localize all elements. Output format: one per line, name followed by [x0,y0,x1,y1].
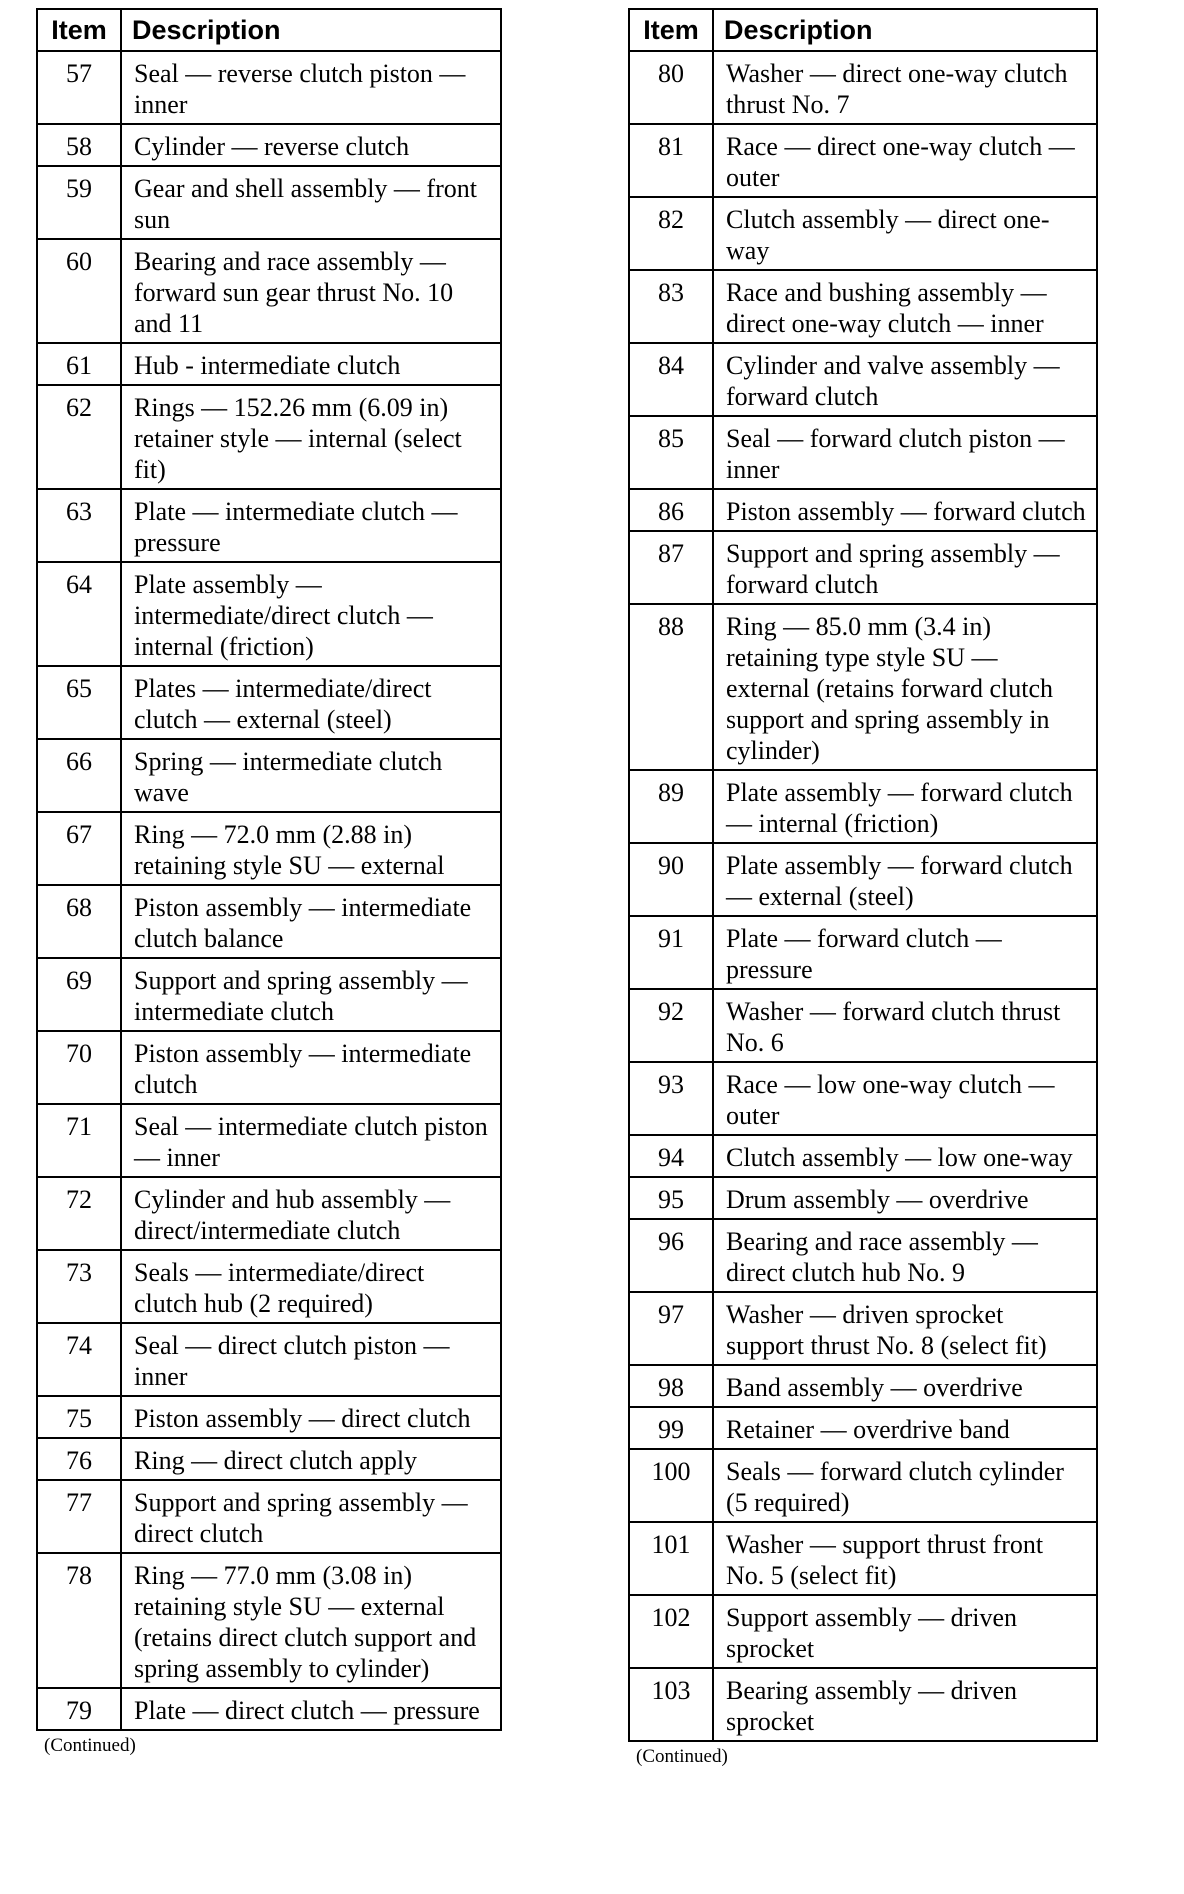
item-description: Piston assembly — forward clutch [713,489,1097,531]
table-row [629,1135,1097,1177]
item-number: 85 [629,416,713,489]
left-parts-table-section [36,0,502,1757]
left-table-body [37,51,501,1730]
item-description: Support assembly — driven sprocket [713,1595,1097,1668]
table-row [629,197,1097,270]
item-number: 71 [37,1104,121,1177]
item-number: 98 [629,1365,713,1407]
item-number: 70 [37,1031,121,1104]
item-number: 100 [629,1449,713,1522]
item-description: Plate — intermediate clutch — pressure [121,489,501,562]
item-description: Support and spring assembly — forward clutch [713,531,1097,604]
table-row [37,1480,501,1553]
item-number: 84 [629,343,713,416]
item-description: Hub - intermediate clutch [121,343,501,385]
table-row [37,489,501,562]
item-description: Support and spring assembly — direct clutch [121,1480,501,1553]
item-number: 81 [629,124,713,197]
item-description: Cylinder — reverse clutch [121,124,501,166]
item-number: 87 [629,531,713,604]
item-number: 92 [629,989,713,1062]
item-number: 74 [37,1323,121,1396]
item-number: 89 [629,770,713,843]
table-row [37,1323,501,1396]
table-row [629,1407,1097,1449]
table-row [629,124,1097,197]
item-number: 94 [629,1135,713,1177]
table-row [629,1668,1097,1741]
table-row [37,562,501,666]
item-column-header: Item [629,9,713,51]
item-description: Washer — support thrust front No. 5 (select fit) [713,1522,1097,1595]
item-description: Ring — 72.0 mm (2.88 in) retaining style SU — external [121,812,501,885]
item-number: 96 [629,1219,713,1292]
item-number: 60 [37,239,121,343]
item-description: Rings — 152.26 mm (6.09 in) retainer style — internal (select fit) [121,385,501,489]
item-description: Spring — intermediate clutch wave [121,739,501,812]
item-description: Support and spring assembly — intermediate clutch [121,958,501,1031]
table-row [629,604,1097,770]
item-description: Cylinder and valve assembly — forward clutch [713,343,1097,416]
table-row [629,1292,1097,1365]
item-description: Plates — intermediate/direct clutch — external (steel) [121,666,501,739]
table-row [629,1595,1097,1668]
item-number: 79 [37,1688,121,1730]
description-column-header: Description [121,9,501,51]
table-row [37,739,501,812]
item-column-header: Item [37,9,121,51]
item-number: 95 [629,1177,713,1219]
item-number: 88 [629,604,713,770]
table-row [629,1365,1097,1407]
table-row [37,1396,501,1438]
item-description: Piston assembly — intermediate clutch balance [121,885,501,958]
item-description: Plate assembly — forward clutch — internal (friction) [713,770,1097,843]
item-description: Washer — forward clutch thrust No. 6 [713,989,1097,1062]
item-number: 91 [629,916,713,989]
table-header-row [629,9,1097,51]
item-description: Race — direct one-way clutch — outer [713,124,1097,197]
table-row [629,770,1097,843]
item-description: Seal — forward clutch piston — inner [713,416,1097,489]
item-number: 83 [629,270,713,343]
item-description: Cylinder and hub assembly — direct/intermediate clutch [121,1177,501,1250]
table-row [37,812,501,885]
item-number: 75 [37,1396,121,1438]
item-description: Seal — intermediate clutch piston — inner [121,1104,501,1177]
table-row [37,885,501,958]
item-description: Plate assembly — forward clutch — external (steel) [713,843,1097,916]
item-description: Bearing assembly — driven sprocket [713,1668,1097,1741]
left-parts-table [36,8,502,1731]
item-number: 86 [629,489,713,531]
table-row [629,489,1097,531]
table-row [629,531,1097,604]
table-row [629,1062,1097,1135]
table-row [37,124,501,166]
table-row [629,1449,1097,1522]
item-number: 63 [37,489,121,562]
item-number: 76 [37,1438,121,1480]
table-row [37,239,501,343]
item-number: 77 [37,1480,121,1553]
item-number: 78 [37,1553,121,1688]
item-description: Piston assembly — direct clutch [121,1396,501,1438]
description-column-header: Description [713,9,1097,51]
item-number: 101 [629,1522,713,1595]
item-number: 69 [37,958,121,1031]
table-row [37,343,501,385]
table-row [37,1031,501,1104]
item-description: Plate — direct clutch — pressure [121,1688,501,1730]
item-description: Washer — direct one-way clutch thrust No. 7 [713,51,1097,124]
item-number: 59 [37,166,121,239]
continued-note-left: (Continued) [44,1735,136,1756]
table-row [629,1219,1097,1292]
item-number: 97 [629,1292,713,1365]
item-description: Bearing and race assembly — forward sun gear thrust No. 10 and 11 [121,239,501,343]
table-row [37,958,501,1031]
table-row [37,1553,501,1688]
table-row [37,166,501,239]
item-description: Washer — driven sprocket support thrust No. 8 (select fit) [713,1292,1097,1365]
table-row [37,385,501,489]
table-row [37,1104,501,1177]
item-number: 64 [37,562,121,666]
item-number: 57 [37,51,121,124]
table-header-row [37,9,501,51]
item-description: Band assembly — overdrive [713,1365,1097,1407]
item-number: 73 [37,1250,121,1323]
item-number: 102 [629,1595,713,1668]
table-row [37,1177,501,1250]
table-row [629,1522,1097,1595]
right-table-body [629,51,1097,1741]
table-row [629,989,1097,1062]
item-number: 61 [37,343,121,385]
table-row [629,343,1097,416]
item-description: Plate — forward clutch — pressure [713,916,1097,989]
item-description: Retainer — overdrive band [713,1407,1097,1449]
right-parts-table-section [628,0,1098,1768]
item-description: Bearing and race assembly — direct clutch hub No. 9 [713,1219,1097,1292]
item-description: Seal — reverse clutch piston — inner [121,51,501,124]
item-description: Ring — 77.0 mm (3.08 in) retaining style SU — external (retains direct clutch support and spring assembly to cylinder) [121,1553,501,1688]
item-number: 58 [37,124,121,166]
item-number: 80 [629,51,713,124]
item-number: 72 [37,1177,121,1250]
item-number: 82 [629,197,713,270]
item-description: Piston assembly — intermediate clutch [121,1031,501,1104]
table-row [629,843,1097,916]
table-row [37,1250,501,1323]
item-description: Seal — direct clutch piston — inner [121,1323,501,1396]
table-row [629,1177,1097,1219]
table-row [37,1688,501,1730]
item-description: Gear and shell assembly — front sun [121,166,501,239]
table-row [629,51,1097,124]
item-description: Drum assembly — overdrive [713,1177,1097,1219]
item-number: 90 [629,843,713,916]
table-row [629,270,1097,343]
item-description: Ring — direct clutch apply [121,1438,501,1480]
item-description: Race — low one-way clutch — outer [713,1062,1097,1135]
item-description: Clutch assembly — low one-way [713,1135,1097,1177]
right-parts-table [628,8,1098,1742]
table-row [37,51,501,124]
table-row [629,916,1097,989]
item-number: 99 [629,1407,713,1449]
item-description: Seals — intermediate/direct clutch hub (2 required) [121,1250,501,1323]
item-description: Plate assembly — intermediate/direct clutch — internal (friction) [121,562,501,666]
item-description: Race and bushing assembly — direct one-way clutch — inner [713,270,1097,343]
item-number: 67 [37,812,121,885]
item-number: 66 [37,739,121,812]
item-description: Ring — 85.0 mm (3.4 in) retaining type style SU — external (retains forward clutch support and spring assembly in cylinder) [713,604,1097,770]
item-number: 65 [37,666,121,739]
item-description: Seals — forward clutch cylinder (5 required) [713,1449,1097,1522]
table-row [37,1438,501,1480]
item-description: Clutch assembly — direct one-way [713,197,1097,270]
item-number: 68 [37,885,121,958]
item-number: 103 [629,1668,713,1741]
table-row [629,416,1097,489]
table-row [37,666,501,739]
continued-note-right: (Continued) [636,1746,728,1767]
item-number: 93 [629,1062,713,1135]
item-number: 62 [37,385,121,489]
